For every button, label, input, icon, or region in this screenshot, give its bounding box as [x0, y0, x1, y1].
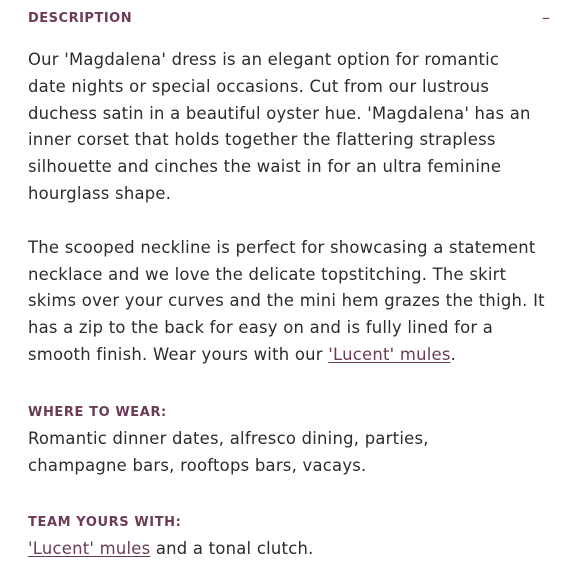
paragraph-spacer [28, 208, 556, 235]
team-yours-with-title: TEAM YOURS WITH: [28, 515, 182, 531]
description-paragraph-2 [28, 235, 556, 369]
collapse-minus-icon[interactable]: – [542, 8, 550, 27]
team-lucent-mules-link[interactable]: 'Lucent' mules [28, 539, 151, 559]
where-to-wear-title: WHERE TO WEAR: [28, 404, 167, 420]
lucent-mules-link[interactable]: 'Lucent' mules [328, 344, 451, 364]
section-title-description: DESCRIPTION [28, 10, 133, 26]
team-yours-with-rest: and a tonal clutch. [150, 539, 314, 559]
description-paragraph-2-end: . [450, 344, 457, 364]
section-spacer [28, 369, 556, 404]
description-content [28, 47, 556, 563]
description-header[interactable] [28, 0, 552, 36]
team-yours-with-text [28, 536, 556, 563]
section-spacer [28, 479, 556, 514]
where-to-wear-text: Romantic dinner dates, alfresco dining, parties, champagne bars, rooftops bars, vacays. [28, 428, 429, 475]
description-paragraph-1: Our 'Magdalena' dress is an elegant option for romantic date nights or special occasions. Cut from our lustrous duchess satin in a beautiful oyster hue. 'Magdalena' has an inner corset that holds together the flattering strapless silhouette and cinches the waist in for an ultra feminine hourglass shape. [28, 50, 531, 203]
description-paragraph-2-text: The scooped neckline is perfect for showcasing a statement necklace and we love the delicate topstitching. The skirt skims over your curves and the mini hem grazes the thigh. It has a zip to the back for easy on and is fully lined for a smooth finish. Wear yours with our [28, 237, 545, 364]
